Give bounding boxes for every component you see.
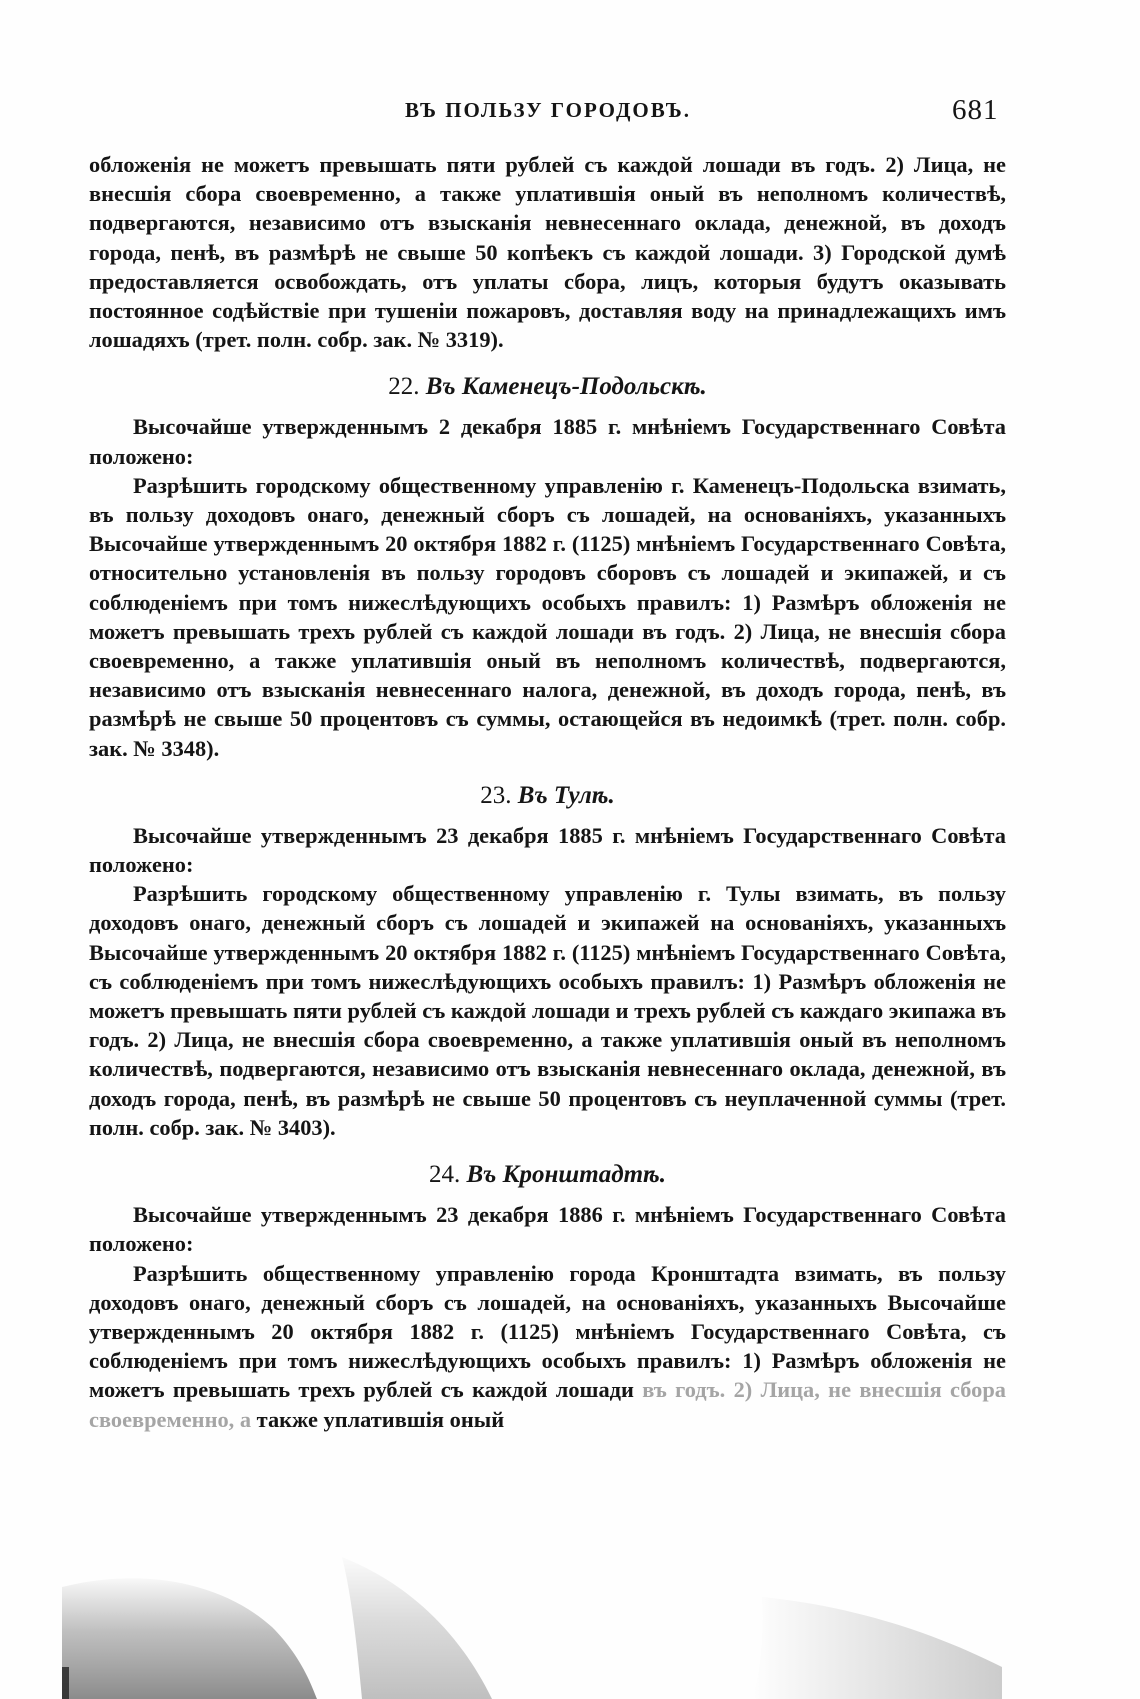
section-number: 24. (429, 1161, 461, 1189)
section-heading (89, 370, 1006, 404)
margin-mark (62, 1667, 69, 1699)
running-head (0, 94, 1140, 138)
scan-shadow (62, 1557, 1002, 1699)
shadow-center (342, 1557, 492, 1699)
faded-text: въ годъ. 2) Лица, не внесшія сбора своевременно, а (89, 1377, 1006, 1432)
section-place: Въ Кронштадтѣ. (466, 1161, 666, 1189)
body-tail-text: также уплатившія оный (251, 1406, 505, 1432)
section-heading (89, 779, 1006, 813)
section-heading (89, 1158, 1006, 1192)
decree-paragraph: Высочайше утвержденнымъ 23 декабря 1885 г. мнѣніемъ Государственнаго Совѣта положено: (89, 822, 1006, 878)
section-place: Въ Каменецъ-Подольскѣ. (425, 373, 707, 401)
section-place: Въ Тулѣ. (517, 781, 615, 809)
section-24 (89, 1158, 1006, 1434)
body-paragraph (89, 1259, 1006, 1434)
shadow-right (752, 1597, 1002, 1699)
decree-paragraph: Высочайше утвержденнымъ 23 декабря 1886 г. мнѣніемъ Государственнаго Совѣта положено: (89, 1202, 1006, 1257)
section-22 (89, 370, 1006, 762)
intro-paragraph: обложенія не можетъ превышать пяти рублей съ каждой лошади въ годъ. 2) Лица, не внесшія сбора своевременно, а также уплатившія оный въ неполномъ количествѣ, подвергаются, независимо отъ взысканія невнесеннаго оклада, денежной, въ доходъ города, пенѣ, въ размѣрѣ не свыше 50 копѣекъ съ каждой лошади. 3) Городской думѣ предоставляется освобождать, отъ уплаты сбора, лицъ, которыя будутъ оказывать постоянное содѣйствіе при тушеніи пожаровъ, доставляя воду на принадлежащихъ имъ лошадяхъ (трет. полн. собр. зак. № 3319). (89, 152, 1006, 353)
page-body (89, 150, 1006, 1434)
shadow-left (62, 1578, 317, 1699)
section-number: 22. (388, 373, 420, 401)
body-text: Разрѣшить общественному управленію города Кронштадта взимать, въ пользу доходовъ онаго, денежный сборъ съ лошадей, на основаніяхъ, указанныхъ Высочайше утвержденнымъ 20 октября 1882 г. (1125) мнѣніемъ Государственнаго Совѣта, съ соблюденіемъ при томъ нижеслѣдующихъ особыхъ правилъ: 1) Размѣръ обложенія не можетъ превышать трехъ рублей съ каждой лошади (89, 1260, 1006, 1403)
section-number: 23. (480, 781, 512, 809)
section-23 (89, 779, 1006, 1142)
page-number: 681 (952, 94, 999, 126)
body-paragraph: Разрѣшить городскому общественному управленію г. Тулы взимать, въ пользу доходовъ онаго, денежный сборъ съ лошадей и экипажей на основаніяхъ, указанныхъ Высочайше утвержденнымъ 20 октября 1882 г. (1125) мнѣніемъ Государственнаго Совѣта, съ соблюденіемъ при томъ нижеслѣдующихъ особыхъ правилъ: 1) Размѣръ обложенія не можетъ превышать пяти рублей съ каждой лошади и трехъ рублей съ каждаго экипажа въ годъ. 2) Лица, не внесшія сбора своевременно, а также уплатившія оный въ неполномъ количествѣ, подвергаются, независимо отъ взысканія невнесеннаго оклада, денежной, въ доходъ города, пенѣ, въ размѣрѣ не свыше 50 процентовъ съ неуплаченной суммы (трет. полн. собр. зак. № 3403). (89, 881, 1006, 1140)
decree-paragraph: Высочайше утвержденнымъ 2 декабря 1885 г. мнѣніемъ Государственнаго Совѣта положено: (89, 414, 1006, 469)
running-title: ВЪ ПОЛЬЗУ ГОРОДОВЪ. (405, 98, 691, 122)
body-paragraph: Разрѣшить городскому общественному управленію г. Каменецъ-Подольска взимать, въ пользу доходовъ онаго, денежный сборъ съ лошадей, на основаніяхъ, указанныхъ Высочайше утвержденнымъ 20 октября 1882 г. (1125) мнѣніемъ Государственнаго Совѣта, относительно установленія въ пользу городовъ сборовъ съ лошадей и экипажей, и съ соблюденіемъ при томъ нижеслѣдующихъ особыхъ правилъ: 1) Размѣръ обложенія не можетъ превышать трехъ рублей съ каждой лошади въ годъ. 2) Лица, не внесшія сбора своевременно, а также уплатившія оный въ неполномъ количествѣ, подвергаются, независимо отъ взысканія невнесеннаго налога, денежной, въ доходъ города, пенѣ, въ размѣрѣ не свыше 50 процентовъ съ суммы, остающейся въ недоимкѣ (трет. полн. собр. зак. № 3348). (89, 472, 1006, 761)
